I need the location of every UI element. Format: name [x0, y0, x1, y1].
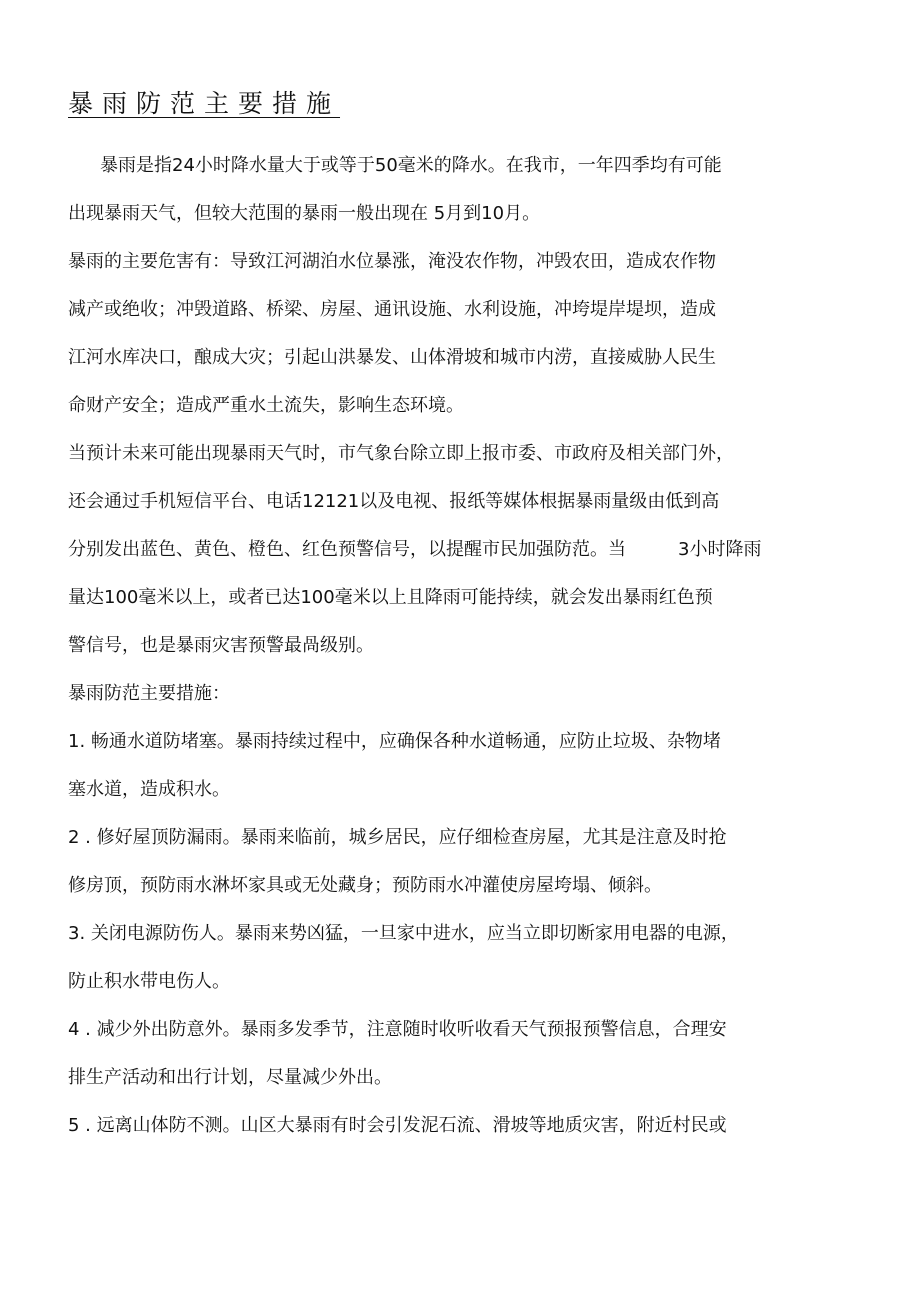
list-item-line: 塞水道，造成积水。: [68, 779, 230, 800]
list-item-line: 1. 畅通水道防堵塞。暴雨持续过程中，应确保各种水道畅通，应防止垃圾、杂物堵: [68, 731, 721, 752]
paragraph-line: 命财产安全；造成严重水土流失，影响生态环境。: [68, 395, 464, 416]
paragraph-text: 分别发出蓝色、黄色、橙色、红色预警信号，以提醒市民加强防范。当: [68, 539, 626, 560]
list-item-line: 防止积水带电伤人。: [68, 971, 230, 992]
paragraph-line: 减产或绝收；冲毁道路、桥梁、房屋、通讯设施、水利设施，冲垮堤岸堤坝，造成: [68, 299, 716, 320]
paragraph-line: 警信号，也是暴雨灾害预警最咼级别。: [68, 635, 374, 656]
paragraph-line: 暴雨的主要危害有：导致江河湖泊水位暴涨，淹没农作物，冲毁农田，造成农作物: [68, 251, 716, 272]
list-item-line: 2 . 修好屋顶防漏雨。暴雨来临前，城乡居民，应仔细检查房屋，尤其是注意及时抢: [68, 827, 727, 848]
paragraph-line: 江河水库决口，酿成大灾；引起山洪暴发、山体滑坡和城市内涝，直接威胁人民生: [68, 347, 716, 368]
paragraph-line: [68, 537, 761, 563]
paragraph-text: 3小时降雨: [678, 539, 762, 560]
section-heading: 暴雨防范主要措施：: [68, 683, 230, 704]
list-item-line: 排生产活动和出行计划，尽量减少外出。: [68, 1067, 392, 1088]
list-item-line: 4 . 减少外出防意外。暴雨多发季节，注意随时收听收看天气预报预警信息，合理安: [68, 1019, 727, 1040]
list-item-line: 3. 关闭电源防伤人。暴雨来势凶猛，一旦家中进水，应当立即切断家用电器的电源，: [68, 923, 739, 944]
paragraph-line: 量达100毫米以上，或者已达100毫米以上且降雨可能持续，就会发出暴雨红色预: [68, 587, 713, 608]
document-title: 暴雨防范主要措施: [68, 89, 341, 118]
paragraph-line: 还会通过手机短信平台、电话12121以及电视、报纸等媒体根据暴雨量级由低到高: [68, 491, 720, 512]
paragraph-line: 出现暴雨天气，但较大范围的暴雨一般出现在 5月到10月。: [68, 203, 541, 224]
paragraph-line: 暴雨是指24小时降水量大于或等于50毫米的降水。在我市，一年四季均有可能: [100, 155, 722, 176]
paragraph-line: 当预计未来可能出现暴雨天气时，市气象台除立即上报市委、市政府及相关部门外，: [68, 443, 734, 464]
list-item-line: 修房顶，预防雨水淋坏家具或无处藏身；预防雨水冲灌使房屋垮塌、倾斜。: [68, 875, 662, 896]
list-item-line: 5 . 远离山体防不测。山区大暴雨有时会引发泥石流、滑坡等地质灾害，附近村民或: [68, 1115, 727, 1136]
